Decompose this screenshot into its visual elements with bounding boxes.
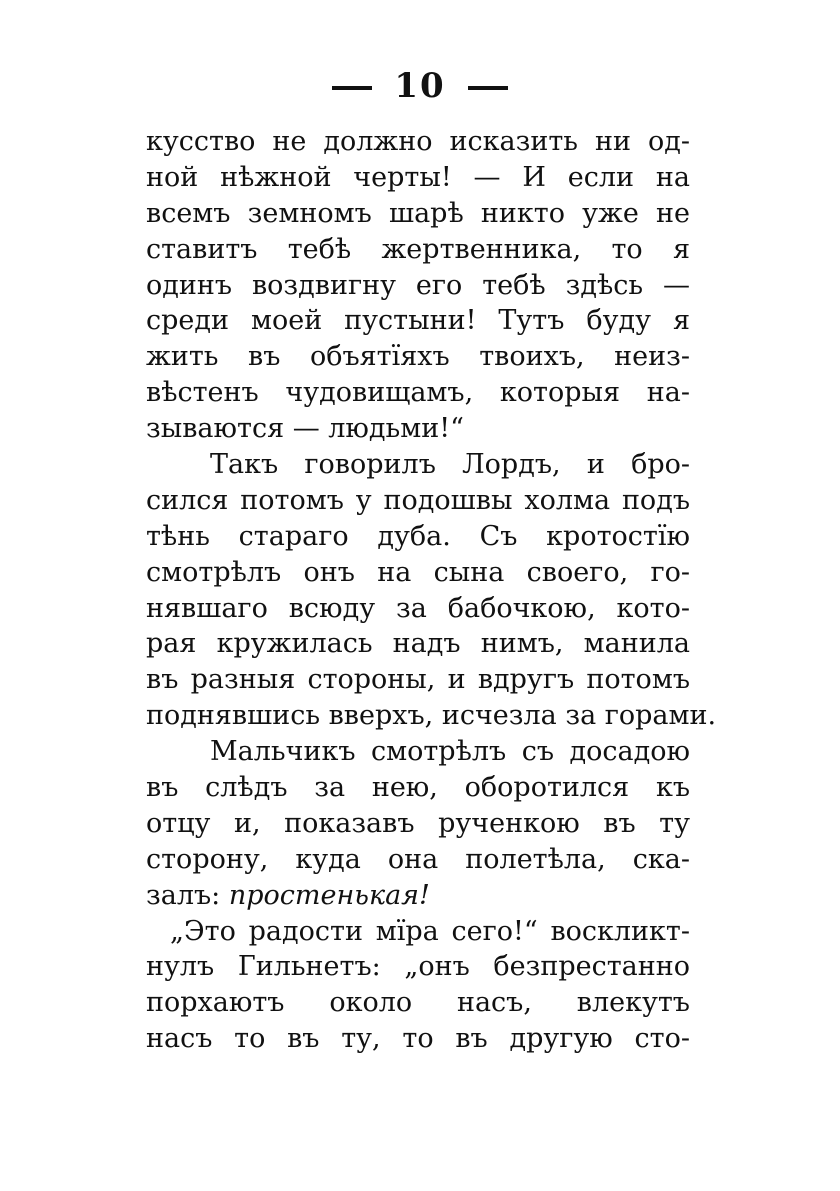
text-line: порхаютъ около насъ, влекутъ [146,987,690,1019]
text-line: въ слѣдъ за нею, оборотился къ [146,772,690,804]
text-line: ставитъ тебѣ жертвенника, то я [146,233,690,265]
text-line: сился потомъ у подошвы холма подъ [146,484,690,516]
text-line: отцу и, показавъ рученкою въ ту [146,807,690,839]
text-line: зываются — людьми!“ [146,413,464,445]
text-line: въ разныя стороны, и вдругъ потомъ [146,664,690,696]
text-line: кусство не должно исказить ни од- [146,126,690,157]
header-dash-left [332,86,372,90]
text-line: Такъ говорилъ Лордъ, и бро- [210,449,690,481]
text-line: поднявшись вверхъ, исчезла за горами. [146,700,717,732]
text-line: „Это радости мїра сего!“ воскликт- [170,915,690,947]
text-line: тѣнь стараго дуба. Съ кротостїю [146,520,690,552]
page-number: 10 [394,66,446,106]
text-line [146,878,690,914]
text-line: среди моей пустыни! Тутъ буду я [146,305,690,337]
text-fragment: залъ: [146,879,229,911]
text-line: одинъ воздвигну его тебѣ здѣсь — [146,269,690,301]
text-line: смотрѣлъ онъ на сына своего, го- [146,556,690,588]
text-line: Мальчикъ смотрѣлъ съ досадою [210,736,690,768]
page-header [0,66,840,106]
text-line: жить въ объятїяхъ твоихъ, неиз- [146,341,690,373]
text-line: сторону, куда она полетѣла, ска- [146,843,690,875]
text-line: всемъ земномъ шарѣ никто уже не [146,197,690,229]
body-text [146,124,717,1057]
text-line: насъ то въ ту, то въ другую сто- [146,1023,690,1055]
text-line: нулъ Гильнетъ: „онъ безпрестанно [146,951,690,983]
text-line: вѣстенъ чудовищамъ, которыя на- [146,377,690,409]
text-line: ной нѣжной черты! — И если на [146,161,690,193]
text-line: нявшаго всюду за бабочкою, кото- [146,592,690,624]
header-dash-right [468,86,508,90]
italic-word: простенькая! [228,879,430,911]
text-line: рая кружилась надъ нимъ, манила [146,628,690,660]
